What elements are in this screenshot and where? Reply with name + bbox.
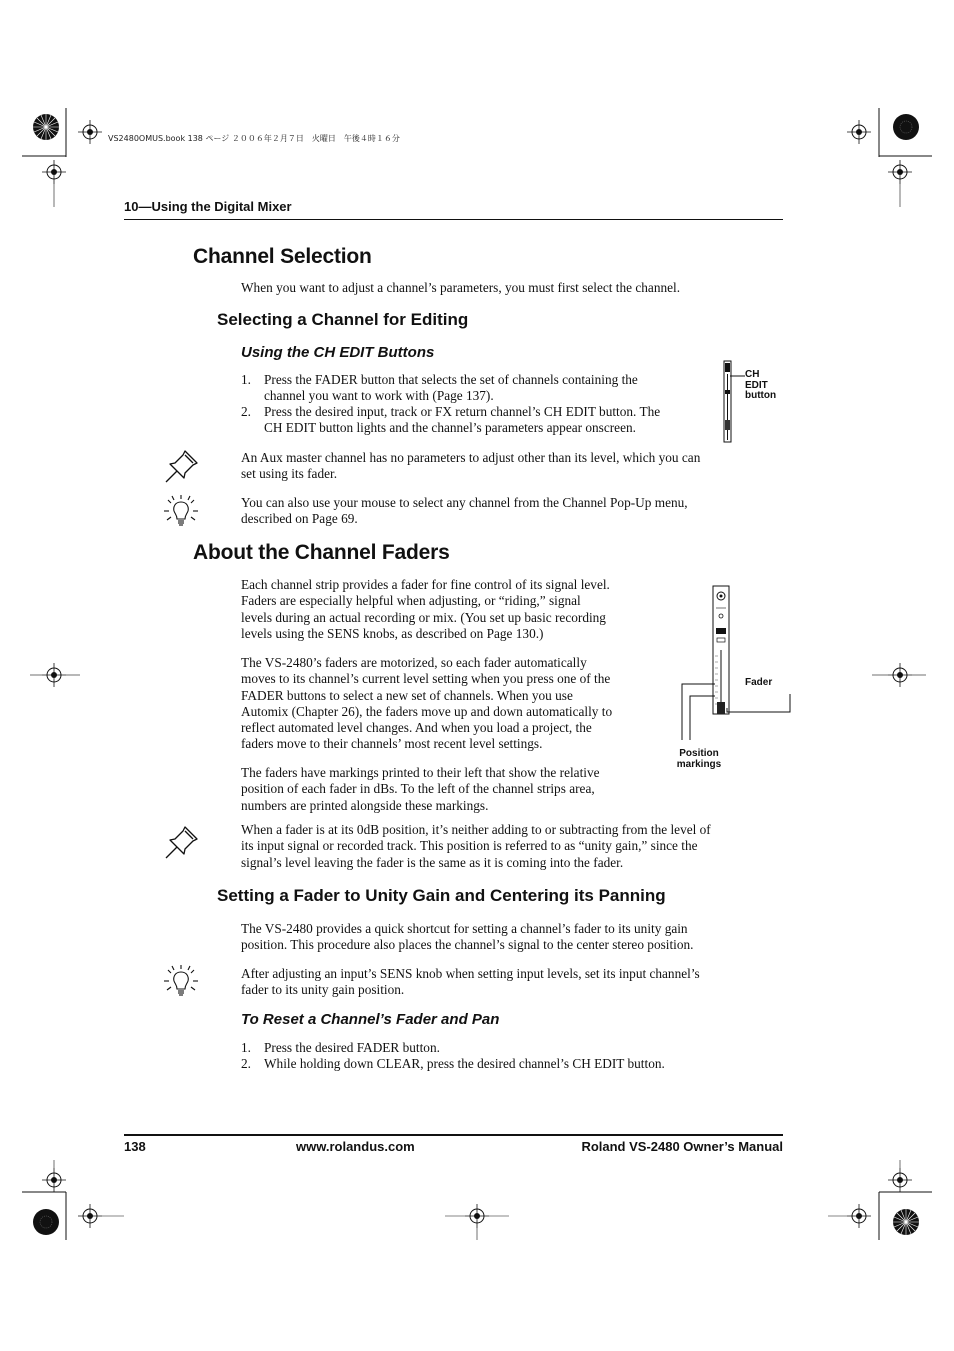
chapter-header: 10—Using the Digital Mixer xyxy=(124,199,292,214)
tip-mouse-select: You can also use your mouse to select any channel from the Channel Pop-Up menu, described on Page 69. xyxy=(241,495,688,527)
ch-edit-leader-line xyxy=(730,370,746,382)
procedure-title-ch-edit: Using the CH EDIT Buttons xyxy=(241,344,435,361)
procedure-title-reset: To Reset a Channel’s Fader and Pan xyxy=(241,1011,500,1028)
step-text: Press the desired input, track or FX return channel’s CH EDIT button. The CH EDIT button lights and the channel’s parameters appear onscreen. xyxy=(264,404,661,436)
unity-gain-para: The VS-2480 provides a quick shortcut for setting a channel’s fader to its unity gain position. This procedure also places the channel’s signal to the center stereo position. xyxy=(241,921,694,953)
note-aux-master: An Aux master channel has no parameters to adjust other than its level, which you can set using its fader. xyxy=(241,450,701,482)
step-number: 1. xyxy=(241,372,251,387)
footer-website: www.rolandus.com xyxy=(296,1139,415,1154)
note-unity-gain: When a fader is at its 0dB position, it’s neither adding to or subtracting from the level of its input signal or recorded track. This position is referred to as “unity gain,” since the signal’s level leaving the fader is the same as it is coming into the fader. xyxy=(241,822,711,870)
subsection-title-selecting: Selecting a Channel for Editing xyxy=(217,310,469,329)
footer-rule xyxy=(124,1134,783,1136)
position-markings-label: Position markings xyxy=(676,748,722,770)
ch-edit-label: CH EDIT button xyxy=(745,369,777,401)
faders-para-2: The VS-2480’s faders are motorized, so each fader automatically moves to its channel’s current level setting when you press one of the FADER buttons to select a new set of channels. When you use Automix (Chapter 26), the faders move up and down automatically to reflect automated level changes. And when you load a project, the faders move to their channels’ most recent level settings. xyxy=(241,655,613,752)
section1-intro: When you want to adjust a channel’s parameters, you must first select the channel. xyxy=(241,280,681,295)
fader-label: Fader xyxy=(745,677,773,688)
print-info: VS2480OMUS.book 138 ページ ２００６年２月７日 火曜日 午後４時１６分 xyxy=(108,134,400,143)
lightbulb-icon xyxy=(163,964,199,1000)
list-item xyxy=(241,1040,761,1057)
page-number: 138 xyxy=(124,1139,146,1154)
step-number: 2. xyxy=(241,404,251,419)
lightbulb-icon xyxy=(163,494,199,530)
section-title-channel-selection: Channel Selection xyxy=(193,245,372,268)
header-rule xyxy=(124,219,783,220)
list-item xyxy=(241,1056,761,1073)
step-text: Press the FADER button that selects the set of channels containing the channel you want to work with (Page 137). xyxy=(264,372,638,404)
step-text: While holding down CLEAR, press the desired channel’s CH EDIT button. xyxy=(264,1056,665,1071)
faders-para-3: The faders have markings printed to their left that show the relative position of each fader in dBs. To the left of the channel strips area, numbers are printed alongside these markings. xyxy=(241,765,600,813)
list-item xyxy=(241,404,711,438)
section-title-channel-faders: About the Channel Faders xyxy=(193,541,450,564)
list-item xyxy=(241,372,711,406)
tip-sens-knob: After adjusting an input’s SENS knob when setting input levels, set its input channel’s fader to its unity gain position. xyxy=(241,966,700,998)
step-number: 2. xyxy=(241,1056,251,1071)
footer-manual-title: Roland VS-2480 Owner’s Manual xyxy=(581,1139,783,1154)
step-text: Press the desired FADER button. xyxy=(264,1040,440,1055)
step-number: 1. xyxy=(241,1040,251,1055)
subsection-title-unity-gain: Setting a Fader to Unity Gain and Centering its Panning xyxy=(217,886,666,905)
fader-strip-illustration xyxy=(676,584,796,744)
pushpin-icon xyxy=(163,823,201,861)
faders-para-1: Each channel strip provides a fader for fine control of its signal level. Faders are especially helpful when adjusting, or “riding,” signal levels during an actual recording or mix. (You set up basic recording levels using the SENS knobs, as described on Page 130.) xyxy=(241,577,610,641)
pushpin-icon xyxy=(163,447,201,485)
